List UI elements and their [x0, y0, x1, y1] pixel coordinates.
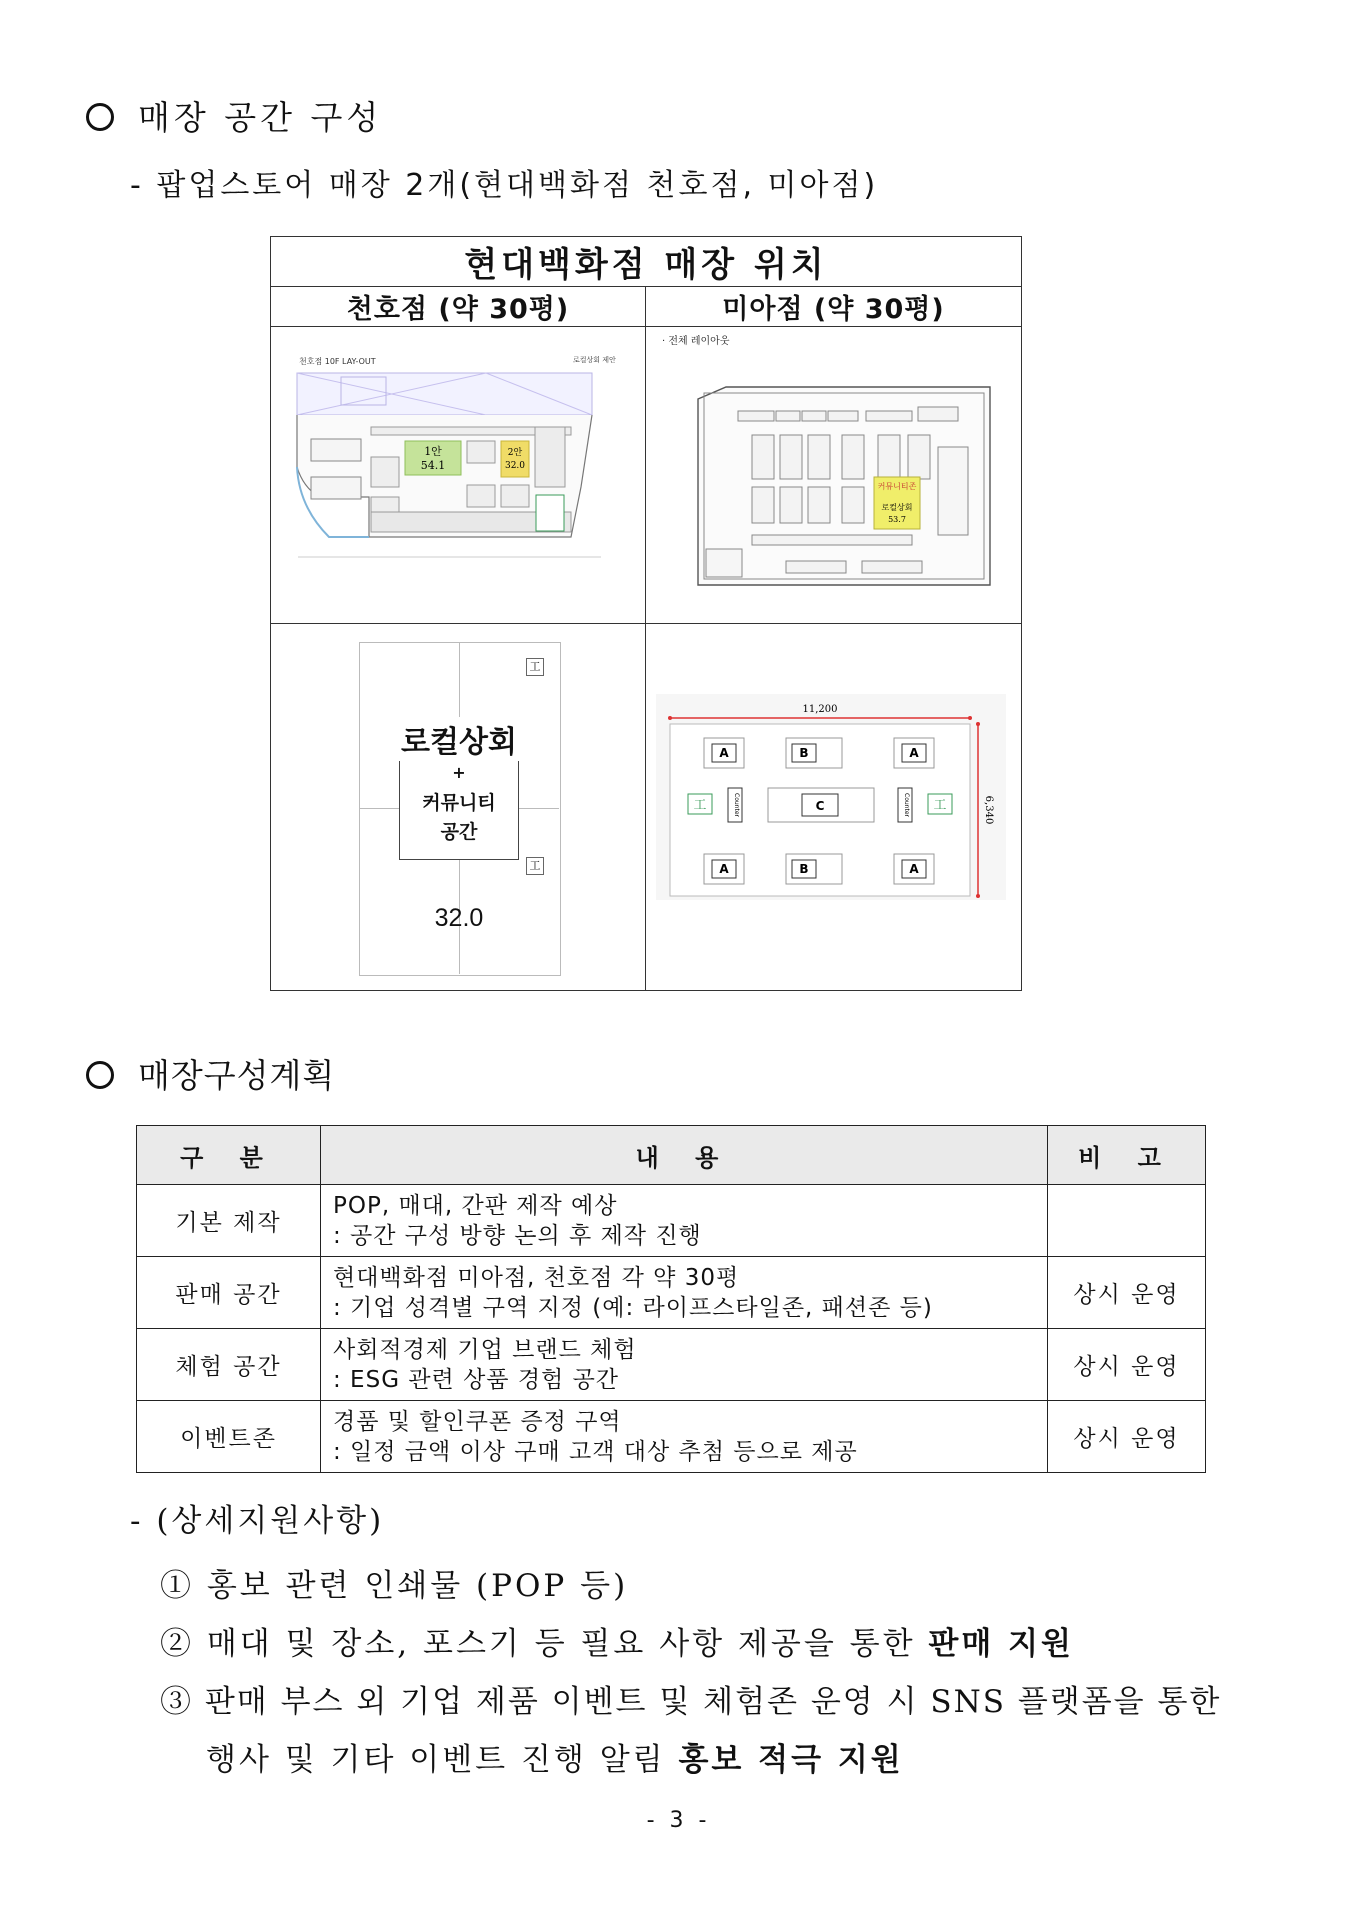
row-content: POP, 매대, 간판 제작 예상 : 공간 구성 방향 논의 후 제작 진행: [321, 1185, 1048, 1257]
row-category: 기본 제작: [137, 1185, 321, 1257]
detail-item-3-emphasis: 홍보 적극 지원: [678, 1742, 904, 1778]
table-row: [137, 1185, 1206, 1257]
mia-zone-value: 53.7: [888, 515, 906, 524]
table-row: [137, 1257, 1206, 1329]
detail-item-2: ② 매대 및 장소, 포스기 등 필요 사항 제공을 통한 판매 지원: [160, 1626, 1074, 1662]
table-row: [137, 1329, 1206, 1401]
row-category: 체험 공간: [137, 1329, 321, 1401]
column-icon: 工: [933, 798, 947, 813]
cheonho-detail-cell: [271, 624, 646, 991]
detail-item-3: ③ 판매 부스 외 기업 제품 이벤트 및 체험존 운영 시 SNS 플랫폼을 통한: [160, 1684, 1222, 1720]
zone1-value: 54.1: [420, 459, 446, 472]
booth-a-label: A: [909, 746, 919, 760]
height-dimension: 6,340: [983, 795, 994, 825]
space-label: 공간: [440, 821, 478, 843]
counter-label: Counter: [903, 793, 910, 817]
detail-item-3-cont: 행사 및 기타 이벤트 진행 알림 홍보 적극 지원: [206, 1742, 904, 1778]
row-content: 경품 및 할인쿠폰 증정 구역 : 일정 금액 이상 구매 고객 대상 추첨 등으로 제공: [321, 1401, 1048, 1473]
cheonho-floorplan-cell: [271, 327, 646, 624]
mia-booth-layout: [646, 624, 1022, 990]
section-heading-plan: [86, 1050, 335, 1097]
row-note: [1048, 1185, 1206, 1257]
mia-zone-label-2: 로컬상회: [881, 503, 913, 512]
store-plan-table: [136, 1125, 1206, 1473]
row-category: 판매 공간: [137, 1257, 321, 1329]
table-row: [137, 1401, 1206, 1473]
mia-header: 미아점 (약 30평): [646, 287, 1022, 327]
header-content: 내 용: [321, 1126, 1048, 1185]
plus-sign: +: [452, 763, 466, 782]
row-content: 사회적경제 기업 브랜드 체험 : ESG 관련 상품 경험 공간: [321, 1329, 1048, 1401]
booth-a-label: A: [909, 862, 919, 876]
zone2-value: 32.0: [504, 461, 526, 471]
width-dimension: 11,200: [802, 704, 838, 715]
header-note: 비 고: [1048, 1126, 1206, 1185]
column-icon: 工: [693, 798, 707, 813]
booth-b-label: B: [799, 746, 809, 760]
circle-bullet-icon: [86, 103, 114, 131]
mia-layout-label: · 전체 레이아웃: [662, 336, 730, 347]
row-note: 상시 운영: [1048, 1401, 1206, 1473]
store-location-table: [270, 236, 1022, 991]
zone2-label: 2안: [507, 448, 523, 458]
mia-zone-label-1: 커뮤니티존: [877, 482, 917, 491]
detail-item-2-emphasis: 판매 지원: [928, 1626, 1074, 1662]
details-title: - (상세지원사항): [130, 1503, 385, 1539]
cheonho-area-value: 32.0: [434, 904, 484, 932]
popup-store-subheading: - 팝업스토어 매장 2개(현대백화점 천호점, 미아점): [130, 168, 879, 203]
detail-item-1: ① 홍보 관련 인쇄물 (POP 등): [160, 1568, 629, 1604]
section-heading-text: 매장 공간 구성: [138, 98, 383, 137]
zone1-label: 1안: [424, 445, 442, 458]
row-content: 현대백화점 미아점, 천호점 각 약 30평 : 기업 성격별 구역 지정 (예: 라이프스타일존, 패션존 등): [321, 1257, 1048, 1329]
cheonho-header: 천호점 (약 30평): [271, 287, 646, 327]
row-note: 상시 운영: [1048, 1329, 1206, 1401]
counter-label: Counter: [733, 793, 740, 817]
column-icon: 工: [526, 658, 544, 676]
section-heading-space: [86, 92, 382, 139]
local-shop-box: [399, 725, 519, 860]
circle-bullet-icon: [86, 1061, 114, 1089]
community-label: 커뮤니티: [422, 792, 496, 814]
cheonho-proposal-label: 로컬상회 제안: [573, 356, 616, 364]
booth-a-label: A: [719, 862, 729, 876]
store-table-title: 현대백화점 매장 위치: [271, 237, 1022, 287]
mia-detail-cell: [646, 624, 1022, 991]
row-category: 이벤트존: [137, 1401, 321, 1473]
cheonho-layout-label: 천호점 10F LAY-OUT: [299, 357, 376, 366]
row-note: 상시 운영: [1048, 1257, 1206, 1329]
booth-a-label: A: [719, 746, 729, 760]
local-shop-title: 로컬상회: [360, 717, 558, 761]
column-icon: 工: [526, 857, 544, 875]
mia-floorplan: [646, 327, 1022, 623]
booth-c-label: C: [815, 799, 825, 813]
page-number: - 3 -: [646, 1808, 711, 1833]
header-category: 구 분: [137, 1126, 321, 1185]
mia-floorplan-cell: [646, 327, 1022, 624]
cheonho-floorplan: [271, 327, 646, 623]
booth-b-label: B: [799, 862, 809, 876]
section-heading-plan-text: 매장구성계획: [138, 1056, 336, 1095]
